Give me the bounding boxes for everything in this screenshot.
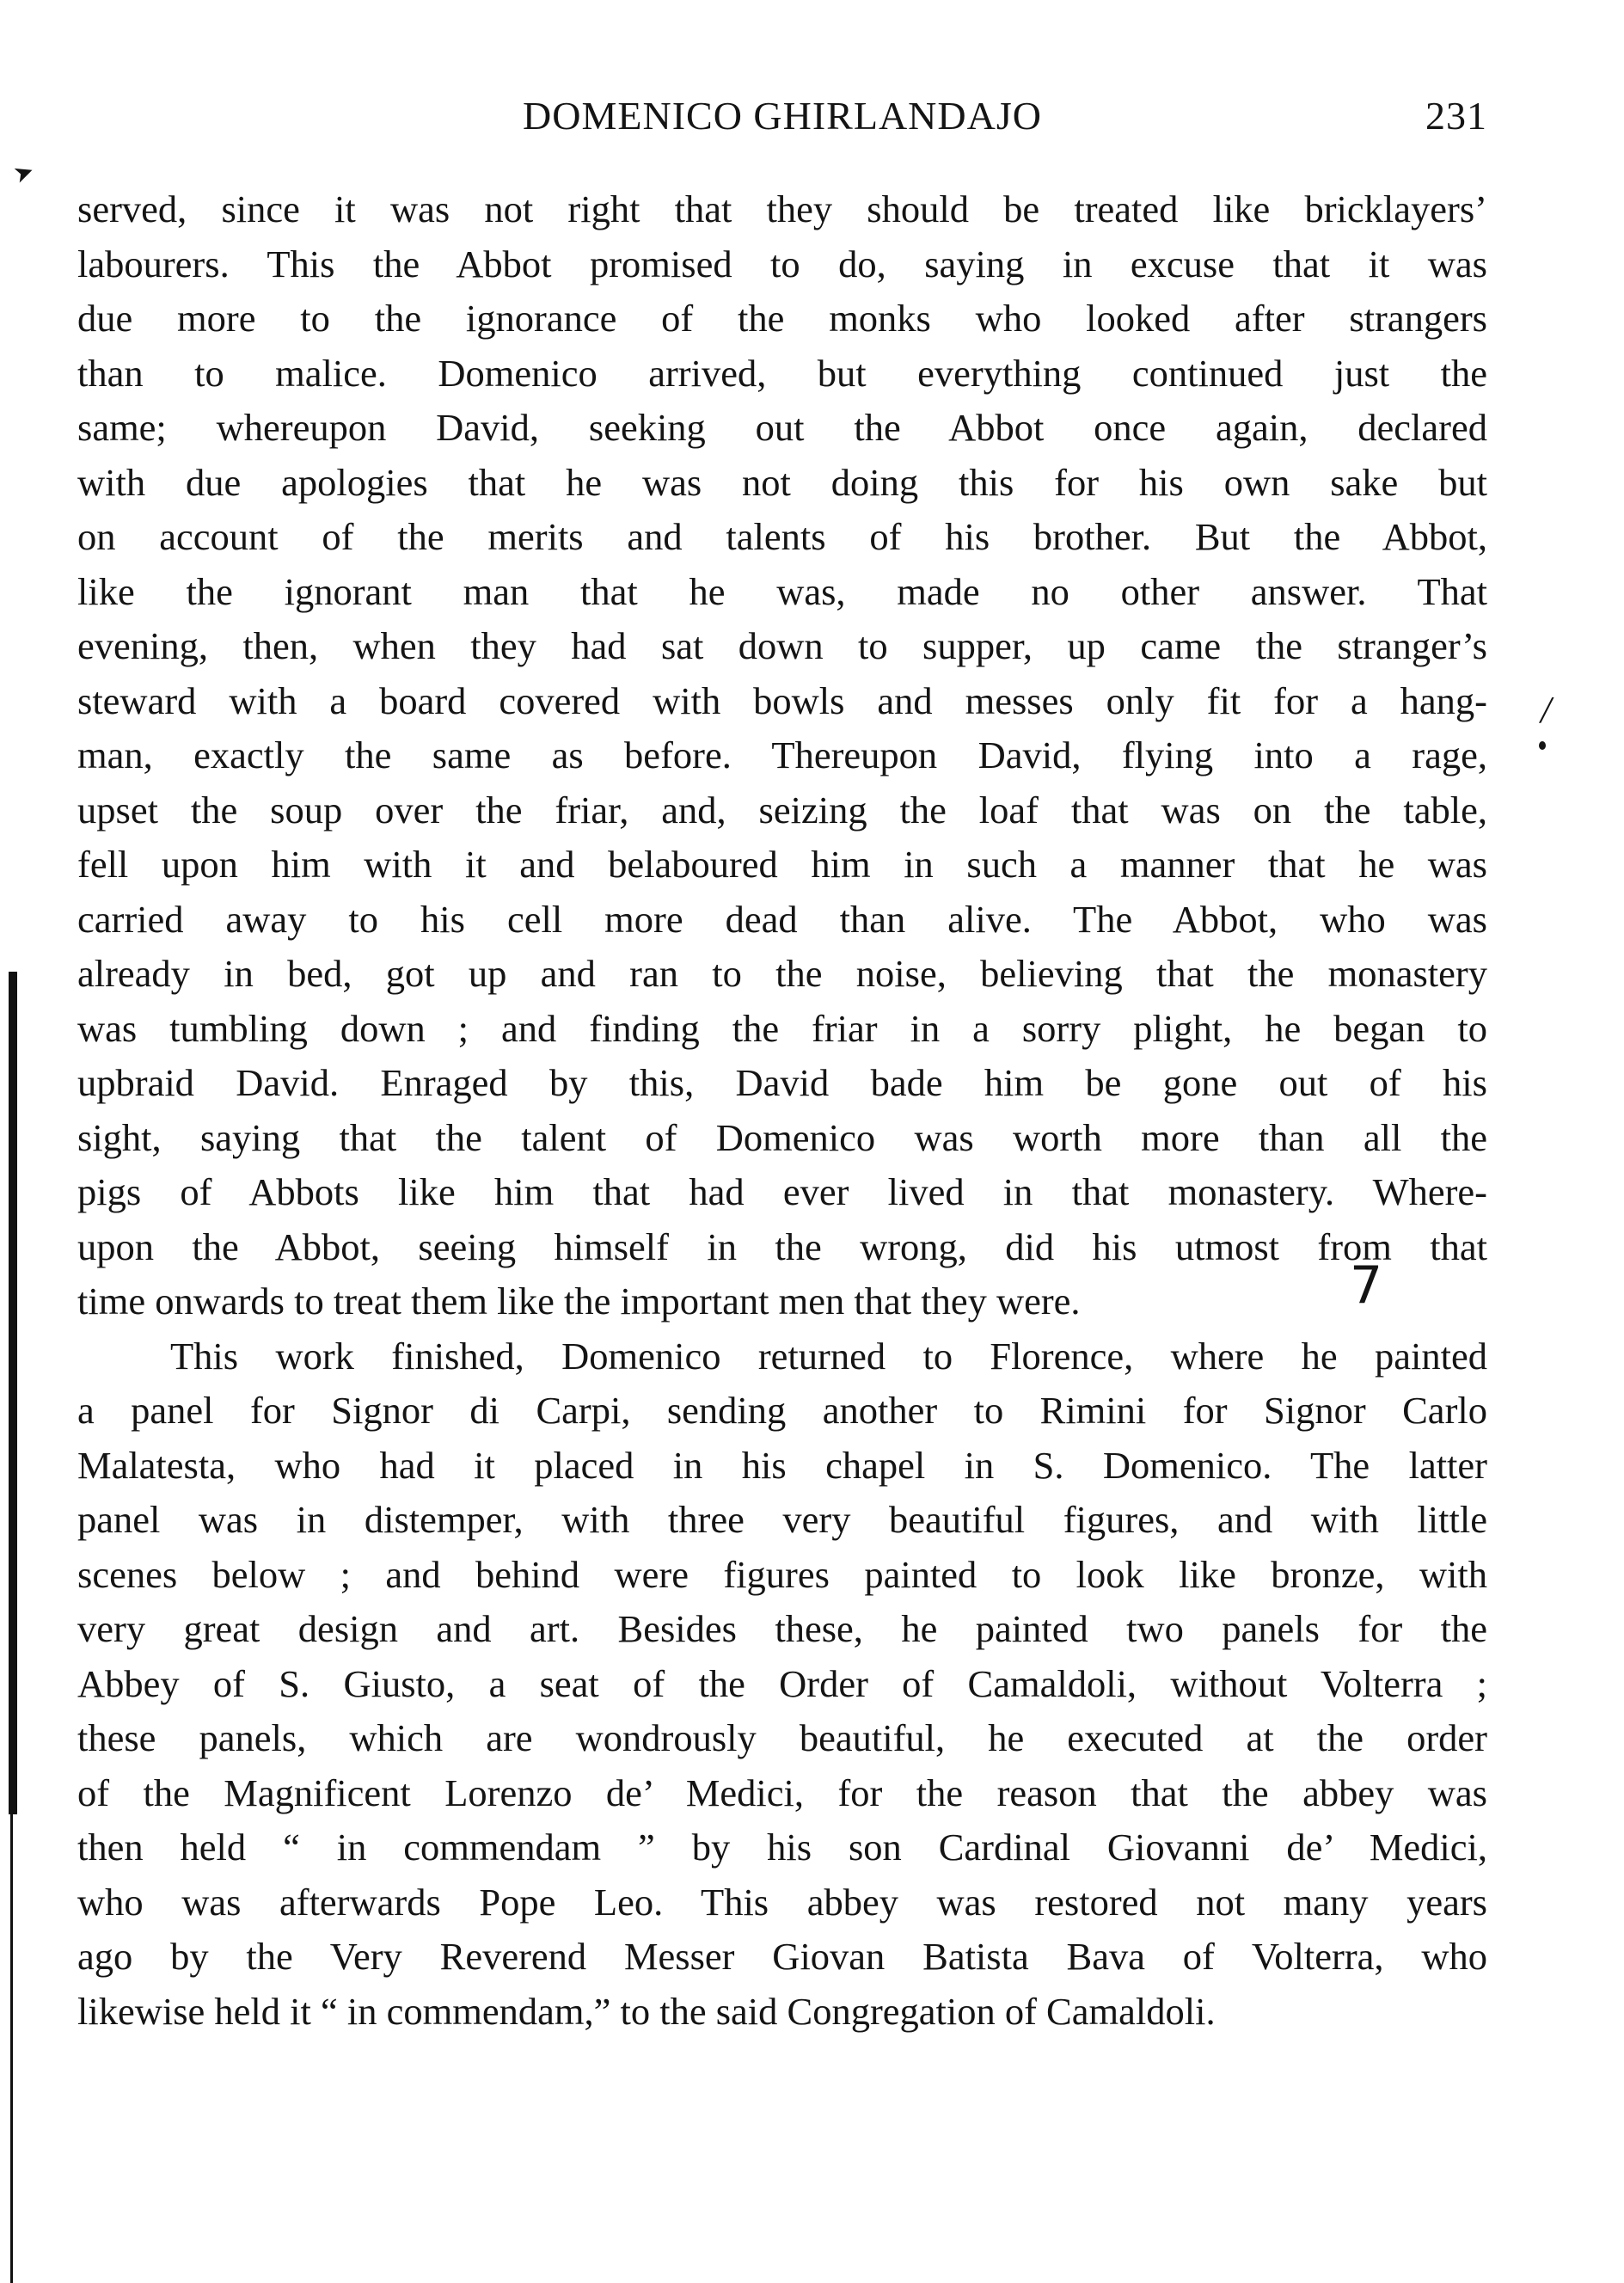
text-line: sight, saying that the talent of Domenico was worth more than all the: [77, 1115, 1487, 1159]
text-line: Abbey of S. Giusto, a seat of the Order of Camaldoli, without Volterra ;: [77, 1661, 1487, 1705]
text-line: these panels, which are wondrously beautiful, he executed at the order: [77, 1716, 1487, 1759]
text-line: then held “ in commendam ” by his son Cardinal Giovanni de’ Medici,: [77, 1826, 1487, 1869]
text-line: scenes below ; and behind were figures painted to look like bronze, with: [77, 1552, 1487, 1596]
text-line: on account of the merits and talents of his brother. But the Abbot,: [77, 515, 1487, 558]
text-line: fell upon him with it and belaboured him in such a manner that he was: [77, 843, 1487, 886]
text-line: who was afterwards Pope Leo. This abbey was restored not many years: [77, 1880, 1487, 1924]
text-line: upbraid David. Enraged by this, David bade him be gone out of his: [77, 1061, 1487, 1104]
text-line: ago by the Very Reverend Messer Giovan Batista Bava of Volterra, who: [77, 1935, 1487, 1978]
text-line: due more to the ignorance of the monks who looked after strangers: [77, 297, 1487, 340]
body-text: [77, 182, 1487, 2039]
text-line: was tumbling down ; and finding the friar in a sorry plight, he began to: [77, 1006, 1487, 1050]
paragraph-start-line: This work finished, Domenico returned to Florence, where he painted: [170, 1334, 1487, 1378]
text-line: with due apologies that he was not doing this for his own sake but: [77, 460, 1487, 504]
text-line: already in bed, got up and ran to the noise, believing that the monastery: [77, 952, 1487, 995]
margin-slash-mark: /: [1541, 689, 1552, 731]
page-number: 231: [1425, 94, 1487, 138]
text-line: steward with a board covered with bowls and messes only fit for a hang-: [77, 678, 1487, 722]
text-line: pigs of Abbots like him that had ever lived in that monastery. Where-: [77, 1170, 1487, 1213]
text-line: carried away to his cell more dead than alive. The Abbot, who was: [77, 897, 1487, 941]
text-line: man, exactly the same as before. Thereupon David, flying into a rage,: [77, 733, 1487, 776]
paragraph-end-line: time onwards to treat them like the important men that they were.: [77, 1280, 1081, 1323]
text-line: a panel for Signor di Carpi, sending another to Rimini for Signor Carlo: [77, 1389, 1487, 1432]
binding-edge-line: [10, 1814, 13, 2283]
text-line: upon the Abbot, seeing himself in the wrong, did his utmost from that: [77, 1224, 1487, 1268]
page-title: DOMENICO GHIRLANDAJO: [523, 94, 1042, 138]
text-line: upset the soup over the friar, and, seizing the loaf that was on the table,: [77, 788, 1487, 832]
margin-dot-mark: [1539, 741, 1546, 750]
text-line: like the ignorant man that he was, made no other answer. That: [77, 569, 1487, 613]
text-line: same; whereupon David, seeking out the Abbot once again, declared: [77, 406, 1487, 449]
running-head: [77, 93, 1487, 153]
text-line: Malatesta, who had it placed in his chapel in S. Domenico. The latter: [77, 1443, 1487, 1487]
corner-arrow-icon: ➤: [9, 156, 39, 190]
text-line: very great design and art. Besides these, he painted two panels for the: [77, 1607, 1487, 1650]
text-line: than to malice. Domenico arrived, but everything continued just the: [77, 351, 1487, 395]
binding-edge-bar: [9, 972, 17, 1814]
text-line: panel was in distemper, with three very beautiful figures, and with little: [77, 1498, 1487, 1541]
handwritten-bracket-mark: 7: [1350, 1255, 1383, 1316]
paragraph-end-line: likewise held it “ in commendam,” to the said Congregation of Camaldoli.: [77, 1989, 1216, 2033]
text-line: labourers. This the Abbot promised to do, saying in excuse that it was: [77, 242, 1487, 285]
text-line: of the Magnificent Lorenzo de’ Medici, for the reason that the abbey was: [77, 1771, 1487, 1814]
text-line: served, since it was not right that they should be treated like bricklayers’: [77, 187, 1487, 230]
text-line: evening, then, when they had sat down to supper, up came the stranger’s: [77, 624, 1487, 667]
